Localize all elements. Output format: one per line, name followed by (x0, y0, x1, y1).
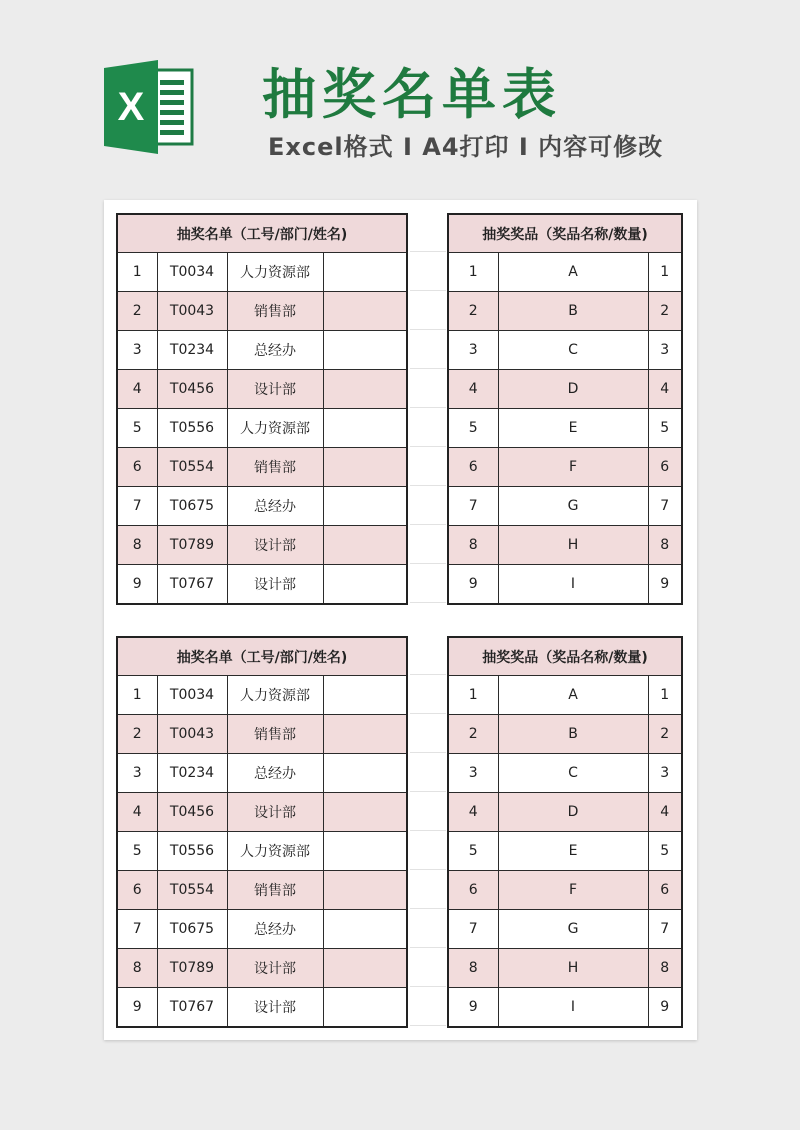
prize-quantity-cell[interactable]: 1 (648, 676, 682, 715)
prize-quantity-cell[interactable]: 9 (648, 988, 682, 1028)
prize-name-cell[interactable]: C (498, 754, 648, 793)
row-number-cell[interactable]: 6 (117, 448, 157, 487)
table-row (448, 715, 682, 754)
prize-quantity-cell[interactable]: 3 (648, 754, 682, 793)
table-row (448, 487, 682, 526)
prize-quantity-cell[interactable]: 1 (648, 253, 682, 292)
prizes-table-header: 抽奖奖品（奖品名称/数量) (448, 214, 682, 253)
employee-id-cell[interactable]: T0789 (157, 526, 227, 565)
employee-id-cell[interactable]: T0554 (157, 871, 227, 910)
table-row (117, 988, 407, 1028)
prize-quantity-cell[interactable]: 9 (648, 565, 682, 605)
employee-id-cell[interactable]: T0556 (157, 832, 227, 871)
table-row (117, 949, 407, 988)
row-number-cell[interactable]: 4 (448, 370, 498, 409)
table-row (448, 793, 682, 832)
names-table-header: 抽奖名单（工号/部门/姓名) (117, 637, 407, 676)
name-cell[interactable] (323, 253, 407, 292)
names-table-header: 抽奖名单（工号/部门/姓名) (117, 214, 407, 253)
row-number-cell[interactable]: 9 (117, 988, 157, 1028)
row-number-cell[interactable]: 3 (117, 331, 157, 370)
prize-name-cell[interactable]: I (498, 565, 648, 605)
grid-gap (410, 636, 446, 1026)
row-number-cell[interactable]: 9 (448, 565, 498, 605)
employee-id-cell[interactable]: T0034 (157, 253, 227, 292)
row-number-cell[interactable]: 8 (117, 949, 157, 988)
table-row (117, 253, 407, 292)
prize-quantity-cell[interactable]: 3 (648, 331, 682, 370)
department-cell[interactable]: 总经办 (227, 754, 323, 793)
table-row (117, 715, 407, 754)
row-number-cell[interactable]: 4 (117, 793, 157, 832)
row-number-cell[interactable]: 4 (448, 793, 498, 832)
name-cell[interactable] (323, 832, 407, 871)
table-row (448, 331, 682, 370)
prizes-table (447, 213, 683, 605)
employee-id-cell[interactable]: T0767 (157, 565, 227, 605)
table-row (117, 676, 407, 715)
name-cell[interactable] (323, 292, 407, 331)
employee-id-cell[interactable]: T0234 (157, 331, 227, 370)
table-row (117, 448, 407, 487)
row-number-cell[interactable]: 6 (117, 871, 157, 910)
name-cell[interactable] (323, 565, 407, 605)
table-row (448, 910, 682, 949)
prize-name-cell[interactable]: F (498, 448, 648, 487)
prize-quantity-cell[interactable]: 5 (648, 409, 682, 448)
prize-quantity-cell[interactable]: 2 (648, 292, 682, 331)
employee-id-cell[interactable]: T0034 (157, 676, 227, 715)
employee-id-cell[interactable]: T0043 (157, 292, 227, 331)
prize-quantity-cell[interactable]: 5 (648, 832, 682, 871)
row-number-cell[interactable]: 3 (448, 754, 498, 793)
prize-name-cell[interactable]: B (498, 715, 648, 754)
row-number-cell[interactable]: 7 (448, 487, 498, 526)
row-number-cell[interactable]: 1 (448, 253, 498, 292)
prize-name-cell[interactable]: B (498, 292, 648, 331)
prize-name-cell[interactable]: D (498, 370, 648, 409)
department-cell[interactable]: 设计部 (227, 949, 323, 988)
prize-name-cell[interactable]: E (498, 409, 648, 448)
name-cell[interactable] (323, 715, 407, 754)
employee-id-cell[interactable]: T0456 (157, 793, 227, 832)
department-cell[interactable]: 总经办 (227, 331, 323, 370)
department-cell[interactable]: 设计部 (227, 988, 323, 1028)
row-number-cell[interactable]: 9 (117, 565, 157, 605)
name-cell[interactable] (323, 526, 407, 565)
table-row (448, 409, 682, 448)
prize-quantity-cell[interactable]: 8 (648, 526, 682, 565)
table-row (117, 292, 407, 331)
excel-logo-icon (100, 58, 198, 156)
table-header-row (448, 214, 682, 253)
table-header-row (117, 214, 407, 253)
table-row (448, 292, 682, 331)
department-cell[interactable]: 销售部 (227, 448, 323, 487)
prize-quantity-cell[interactable]: 6 (648, 448, 682, 487)
row-number-cell[interactable]: 6 (448, 871, 498, 910)
row-number-cell[interactable]: 5 (117, 409, 157, 448)
prize-name-cell[interactable]: C (498, 331, 648, 370)
department-cell[interactable]: 人力资源部 (227, 676, 323, 715)
department-cell[interactable]: 设计部 (227, 526, 323, 565)
row-number-cell[interactable]: 3 (117, 754, 157, 793)
table-row (448, 988, 682, 1028)
table-row (117, 370, 407, 409)
prize-name-cell[interactable]: H (498, 526, 648, 565)
row-number-cell[interactable]: 2 (448, 715, 498, 754)
table-row (448, 526, 682, 565)
row-number-cell[interactable]: 7 (117, 910, 157, 949)
prize-name-cell[interactable]: H (498, 949, 648, 988)
row-number-cell[interactable]: 4 (117, 370, 157, 409)
prize-quantity-cell[interactable]: 4 (648, 370, 682, 409)
department-cell[interactable]: 设计部 (227, 370, 323, 409)
table-row (117, 331, 407, 370)
name-cell[interactable] (323, 331, 407, 370)
employee-id-cell[interactable]: T0456 (157, 370, 227, 409)
table-row (448, 370, 682, 409)
department-cell[interactable]: 销售部 (227, 871, 323, 910)
row-number-cell[interactable]: 2 (117, 292, 157, 331)
prize-name-cell[interactable]: E (498, 832, 648, 871)
name-cell[interactable] (323, 409, 407, 448)
prizes-table (447, 636, 683, 1028)
employee-id-cell[interactable]: T0554 (157, 448, 227, 487)
table-row (117, 409, 407, 448)
name-cell[interactable] (323, 370, 407, 409)
department-cell[interactable]: 销售部 (227, 715, 323, 754)
row-number-cell[interactable]: 7 (448, 910, 498, 949)
department-cell[interactable]: 设计部 (227, 565, 323, 605)
prize-name-cell[interactable]: G (498, 910, 648, 949)
row-number-cell[interactable]: 8 (448, 949, 498, 988)
prize-name-cell[interactable]: A (498, 676, 648, 715)
table-row (448, 754, 682, 793)
row-number-cell[interactable]: 2 (448, 292, 498, 331)
prize-quantity-cell[interactable]: 8 (648, 949, 682, 988)
prize-name-cell[interactable]: G (498, 487, 648, 526)
table-row (117, 793, 407, 832)
page-title: 抽奖名单表 (262, 63, 562, 126)
row-number-cell[interactable]: 9 (448, 988, 498, 1028)
table-row (117, 487, 407, 526)
table-row (117, 754, 407, 793)
prize-name-cell[interactable]: I (498, 988, 648, 1028)
table-row (448, 832, 682, 871)
prize-name-cell[interactable]: D (498, 793, 648, 832)
prizes-table-header: 抽奖奖品（奖品名称/数量) (448, 637, 682, 676)
row-number-cell[interactable]: 1 (117, 676, 157, 715)
name-cell[interactable] (323, 793, 407, 832)
row-number-cell[interactable]: 5 (117, 832, 157, 871)
table-row (117, 910, 407, 949)
name-cell[interactable] (323, 988, 407, 1028)
table-row (448, 253, 682, 292)
row-number-cell[interactable]: 8 (117, 526, 157, 565)
prize-quantity-cell[interactable]: 7 (648, 487, 682, 526)
row-number-cell[interactable]: 5 (448, 832, 498, 871)
department-cell[interactable]: 人力资源部 (227, 409, 323, 448)
table-header-row (117, 637, 407, 676)
table-row (448, 871, 682, 910)
name-cell[interactable] (323, 487, 407, 526)
department-cell[interactable]: 总经办 (227, 910, 323, 949)
name-cell[interactable] (323, 676, 407, 715)
grid-gap (410, 213, 446, 603)
employee-id-cell[interactable]: T0675 (157, 487, 227, 526)
table-row (448, 949, 682, 988)
prize-name-cell[interactable]: F (498, 871, 648, 910)
prize-quantity-cell[interactable]: 7 (648, 910, 682, 949)
row-number-cell[interactable]: 8 (448, 526, 498, 565)
row-number-cell[interactable]: 2 (117, 715, 157, 754)
department-cell[interactable]: 人力资源部 (227, 832, 323, 871)
row-number-cell[interactable]: 5 (448, 409, 498, 448)
table-row (117, 565, 407, 605)
prize-quantity-cell[interactable]: 4 (648, 793, 682, 832)
table-row (117, 832, 407, 871)
table-row (117, 526, 407, 565)
table-row (117, 871, 407, 910)
employee-id-cell[interactable]: T0043 (157, 715, 227, 754)
names-table (116, 636, 408, 1028)
names-table (116, 213, 408, 605)
table-header-row (448, 637, 682, 676)
sheet-paper (104, 200, 697, 1040)
name-cell[interactable] (323, 949, 407, 988)
name-cell[interactable] (323, 910, 407, 949)
department-cell[interactable]: 销售部 (227, 292, 323, 331)
name-cell[interactable] (323, 871, 407, 910)
department-cell[interactable]: 人力资源部 (227, 253, 323, 292)
name-cell[interactable] (323, 754, 407, 793)
table-row (448, 676, 682, 715)
prize-quantity-cell[interactable]: 2 (648, 715, 682, 754)
prize-quantity-cell[interactable]: 6 (648, 871, 682, 910)
page-subtitle: Excel格式 I A4打印 I 内容可修改 (268, 133, 664, 161)
table-row (448, 448, 682, 487)
excel-logo-letter: X (117, 85, 145, 129)
row-number-cell[interactable]: 1 (448, 676, 498, 715)
name-cell[interactable] (323, 448, 407, 487)
row-number-cell[interactable]: 1 (117, 253, 157, 292)
row-number-cell[interactable]: 3 (448, 331, 498, 370)
page-header (0, 0, 800, 195)
employee-id-cell[interactable]: T0675 (157, 910, 227, 949)
prize-name-cell[interactable]: A (498, 253, 648, 292)
row-number-cell[interactable]: 7 (117, 487, 157, 526)
department-cell[interactable]: 总经办 (227, 487, 323, 526)
row-number-cell[interactable]: 6 (448, 448, 498, 487)
employee-id-cell[interactable]: T0767 (157, 988, 227, 1028)
employee-id-cell[interactable]: T0556 (157, 409, 227, 448)
department-cell[interactable]: 设计部 (227, 793, 323, 832)
employee-id-cell[interactable]: T0789 (157, 949, 227, 988)
table-row (448, 565, 682, 605)
employee-id-cell[interactable]: T0234 (157, 754, 227, 793)
